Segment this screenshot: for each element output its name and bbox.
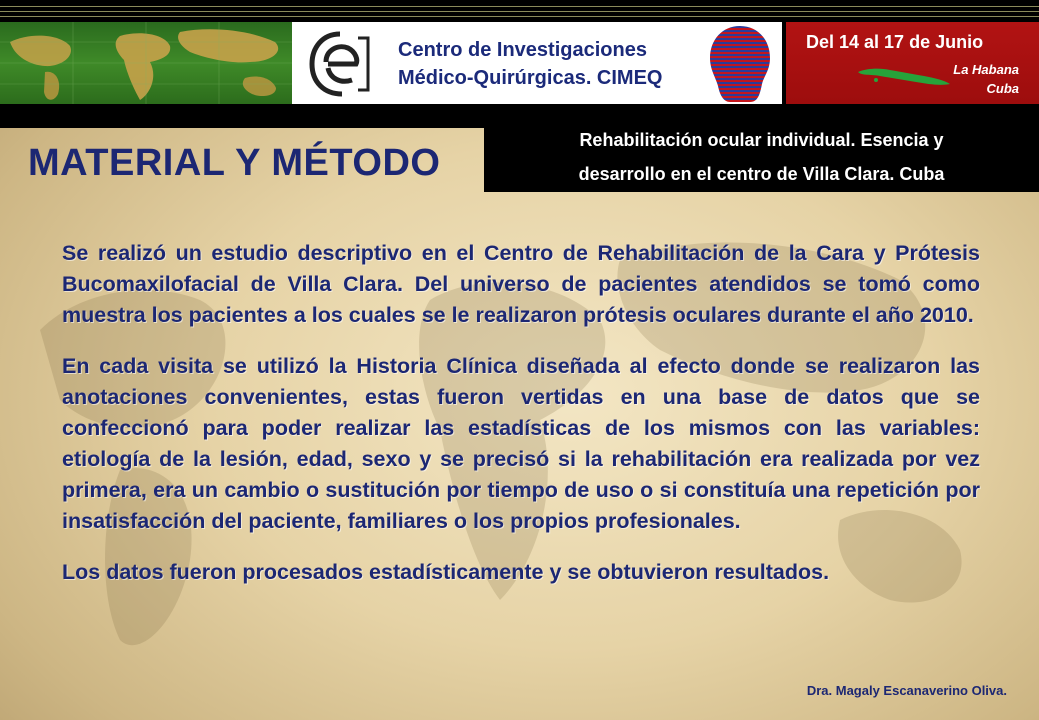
paragraph-data-collection: En cada visita se utilizó la Historia Clínica diseñada al efecto donde se realizaron las anotaciones convenientes, estas fueron vertidas en una base de datos que se confeccionó para poder realizar las estadísticas de los mismos con las variables: etiología de la lesión, edad, sexo y se precisó si la rehabilitación era realizada por vez primera, era un cambio o sustitución por tiempo de uso o si constituía una repetición por insatisfacción del paciente, familiares o los propios profesionales. <box>62 354 980 533</box>
body-text <box>62 238 980 588</box>
header-rule <box>0 6 1039 7</box>
event-banner <box>786 22 1039 104</box>
section-title: MATERIAL Y MÉTODO <box>28 142 441 184</box>
event-dates: Del 14 al 17 de Junio <box>806 32 984 52</box>
head-profile-icon <box>704 24 776 104</box>
header-band <box>0 0 1039 128</box>
event-city: La Habana <box>953 62 1019 77</box>
world-map-icon <box>0 22 292 104</box>
organization-line-2: Médico-Quirúrgicas. CIMEQ <box>398 67 663 89</box>
subtitle-line-2: desarrollo en el centro de Villa Clara. Cuba <box>578 164 945 184</box>
cuba-map-icon <box>856 62 952 88</box>
institution-banner <box>292 22 782 104</box>
subtitle-line-1: Rehabilitación ocular individual. Esencia y <box>579 130 944 150</box>
organization-line-1: Centro de Investigaciones <box>398 39 647 61</box>
organization-name <box>398 36 698 92</box>
paragraph-processing: Los datos fueron procesados estadísticamente y se obtuvieron resultados. <box>62 560 830 584</box>
header-rule <box>0 11 1039 12</box>
paragraph-study-design: Se realizó un estudio descriptivo en el Centro de Rehabilitación de la Cara y Prótesis Bucomaxilofacial de Villa Clara. Del universo de pacientes atendidos se tomó como muestra los pacientes a los cuales se le realizaron prótesis oculares durante el año 2010. <box>62 241 980 327</box>
event-country: Cuba <box>986 81 1019 96</box>
cimeq-logo-icon <box>302 28 378 100</box>
presentation-subtitle <box>484 118 1039 192</box>
world-map-banner <box>0 22 292 104</box>
header-rule <box>0 16 1039 17</box>
author-credit: Dra. Magaly Escanaverino Oliva. <box>806 683 1007 698</box>
